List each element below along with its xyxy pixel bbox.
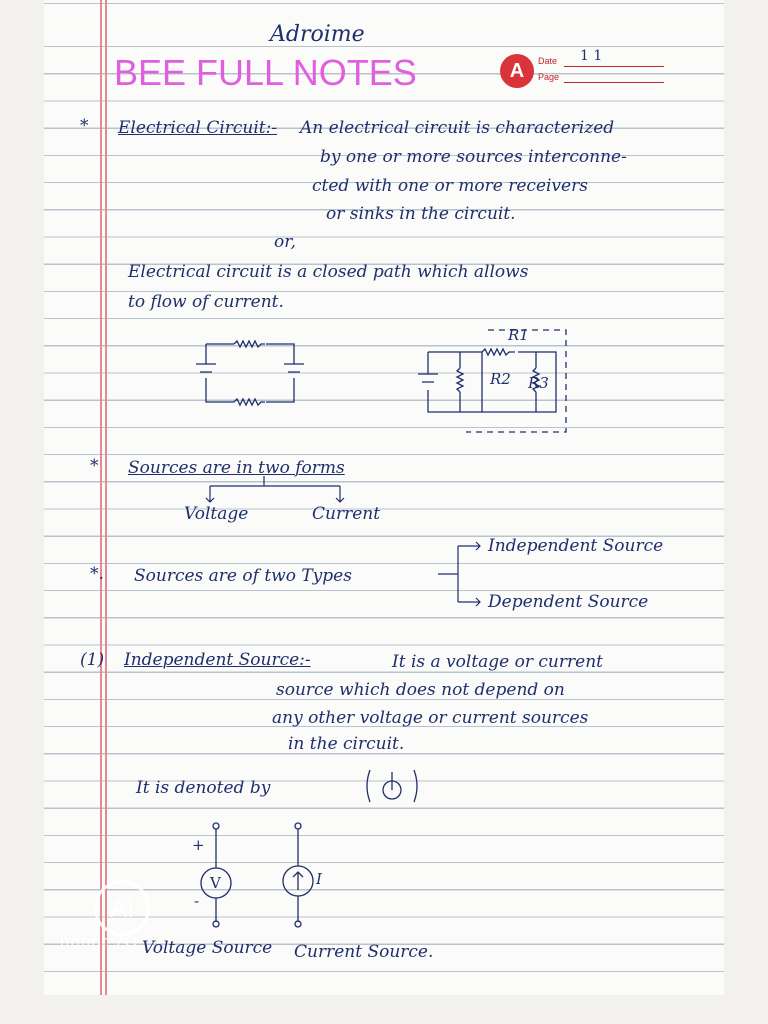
- indep-def-line: any other voltage or current sources: [272, 708, 589, 728]
- notes-title-watermark: BEE FULL NOTES: [114, 52, 417, 93]
- minus-sign: -: [194, 892, 200, 910]
- sources-forms-line: Sources are in two forms: [128, 458, 345, 478]
- source-symbol-icon: [362, 766, 422, 806]
- indep-def-line: It is a voltage or current: [392, 652, 603, 672]
- circuit-alt-line: Electrical circuit is a closed path which allows: [128, 262, 529, 282]
- date-line: [564, 66, 664, 67]
- page-line: [564, 82, 664, 83]
- or-text: or,: [274, 232, 296, 252]
- plus-sign: +: [192, 836, 205, 854]
- r2-label: R2: [490, 370, 511, 388]
- camera-brand-watermark: honor 7C: [60, 932, 138, 951]
- brand-logo-icon: A: [500, 54, 534, 88]
- author-name: Adroime: [270, 22, 365, 47]
- margin-line: [100, 0, 102, 995]
- margin-line: [105, 0, 107, 995]
- circuit-def-line: An electrical circuit is characterized: [300, 118, 615, 138]
- type-independent: Independent Source: [488, 536, 664, 556]
- date-value: 1 1: [580, 48, 603, 64]
- simple-circuit-diagram: [194, 340, 304, 408]
- bullet-star-icon: *: [80, 116, 89, 136]
- item-number: (1): [80, 650, 105, 670]
- bullet-star-icon: *: [90, 456, 99, 476]
- indep-def-line: source which does not depend on: [276, 680, 565, 700]
- circuit-heading: Electrical Circuit:-: [118, 118, 278, 138]
- circuit-def-line: cted with one or more receivers: [312, 176, 588, 196]
- form-voltage: Voltage: [184, 504, 249, 524]
- sources-types-line: Sources are of two Types: [134, 566, 352, 586]
- branch-arrows: [204, 476, 344, 506]
- camera-ai-logo-icon: AI: [94, 880, 150, 936]
- page-label: Page: [538, 72, 560, 82]
- circuit-def-line: by one or more sources interconne-: [320, 147, 627, 167]
- bullet-star-icon: *.: [90, 564, 104, 584]
- v-symbol: V: [210, 874, 221, 892]
- notebook-page: [44, 0, 724, 995]
- denoted-line: It is denoted by: [136, 778, 271, 798]
- date-label: Date: [538, 56, 558, 66]
- i-symbol: I: [316, 870, 322, 888]
- circuit-def-line: or sinks in the circuit.: [326, 204, 516, 224]
- current-source-label: Current Source.: [294, 942, 434, 962]
- indep-def-line: in the circuit.: [288, 734, 405, 754]
- r1-label: R1: [508, 326, 529, 344]
- circuit-alt-line: to flow of current.: [128, 292, 284, 312]
- type-dependent: Dependent Source: [488, 592, 649, 612]
- form-current: Current: [312, 504, 381, 524]
- type-branch-arrows: [434, 540, 484, 610]
- r3-label: R3: [528, 374, 549, 392]
- voltage-source-label: Voltage Source: [142, 938, 273, 958]
- indep-heading: Independent Source:-: [124, 650, 311, 670]
